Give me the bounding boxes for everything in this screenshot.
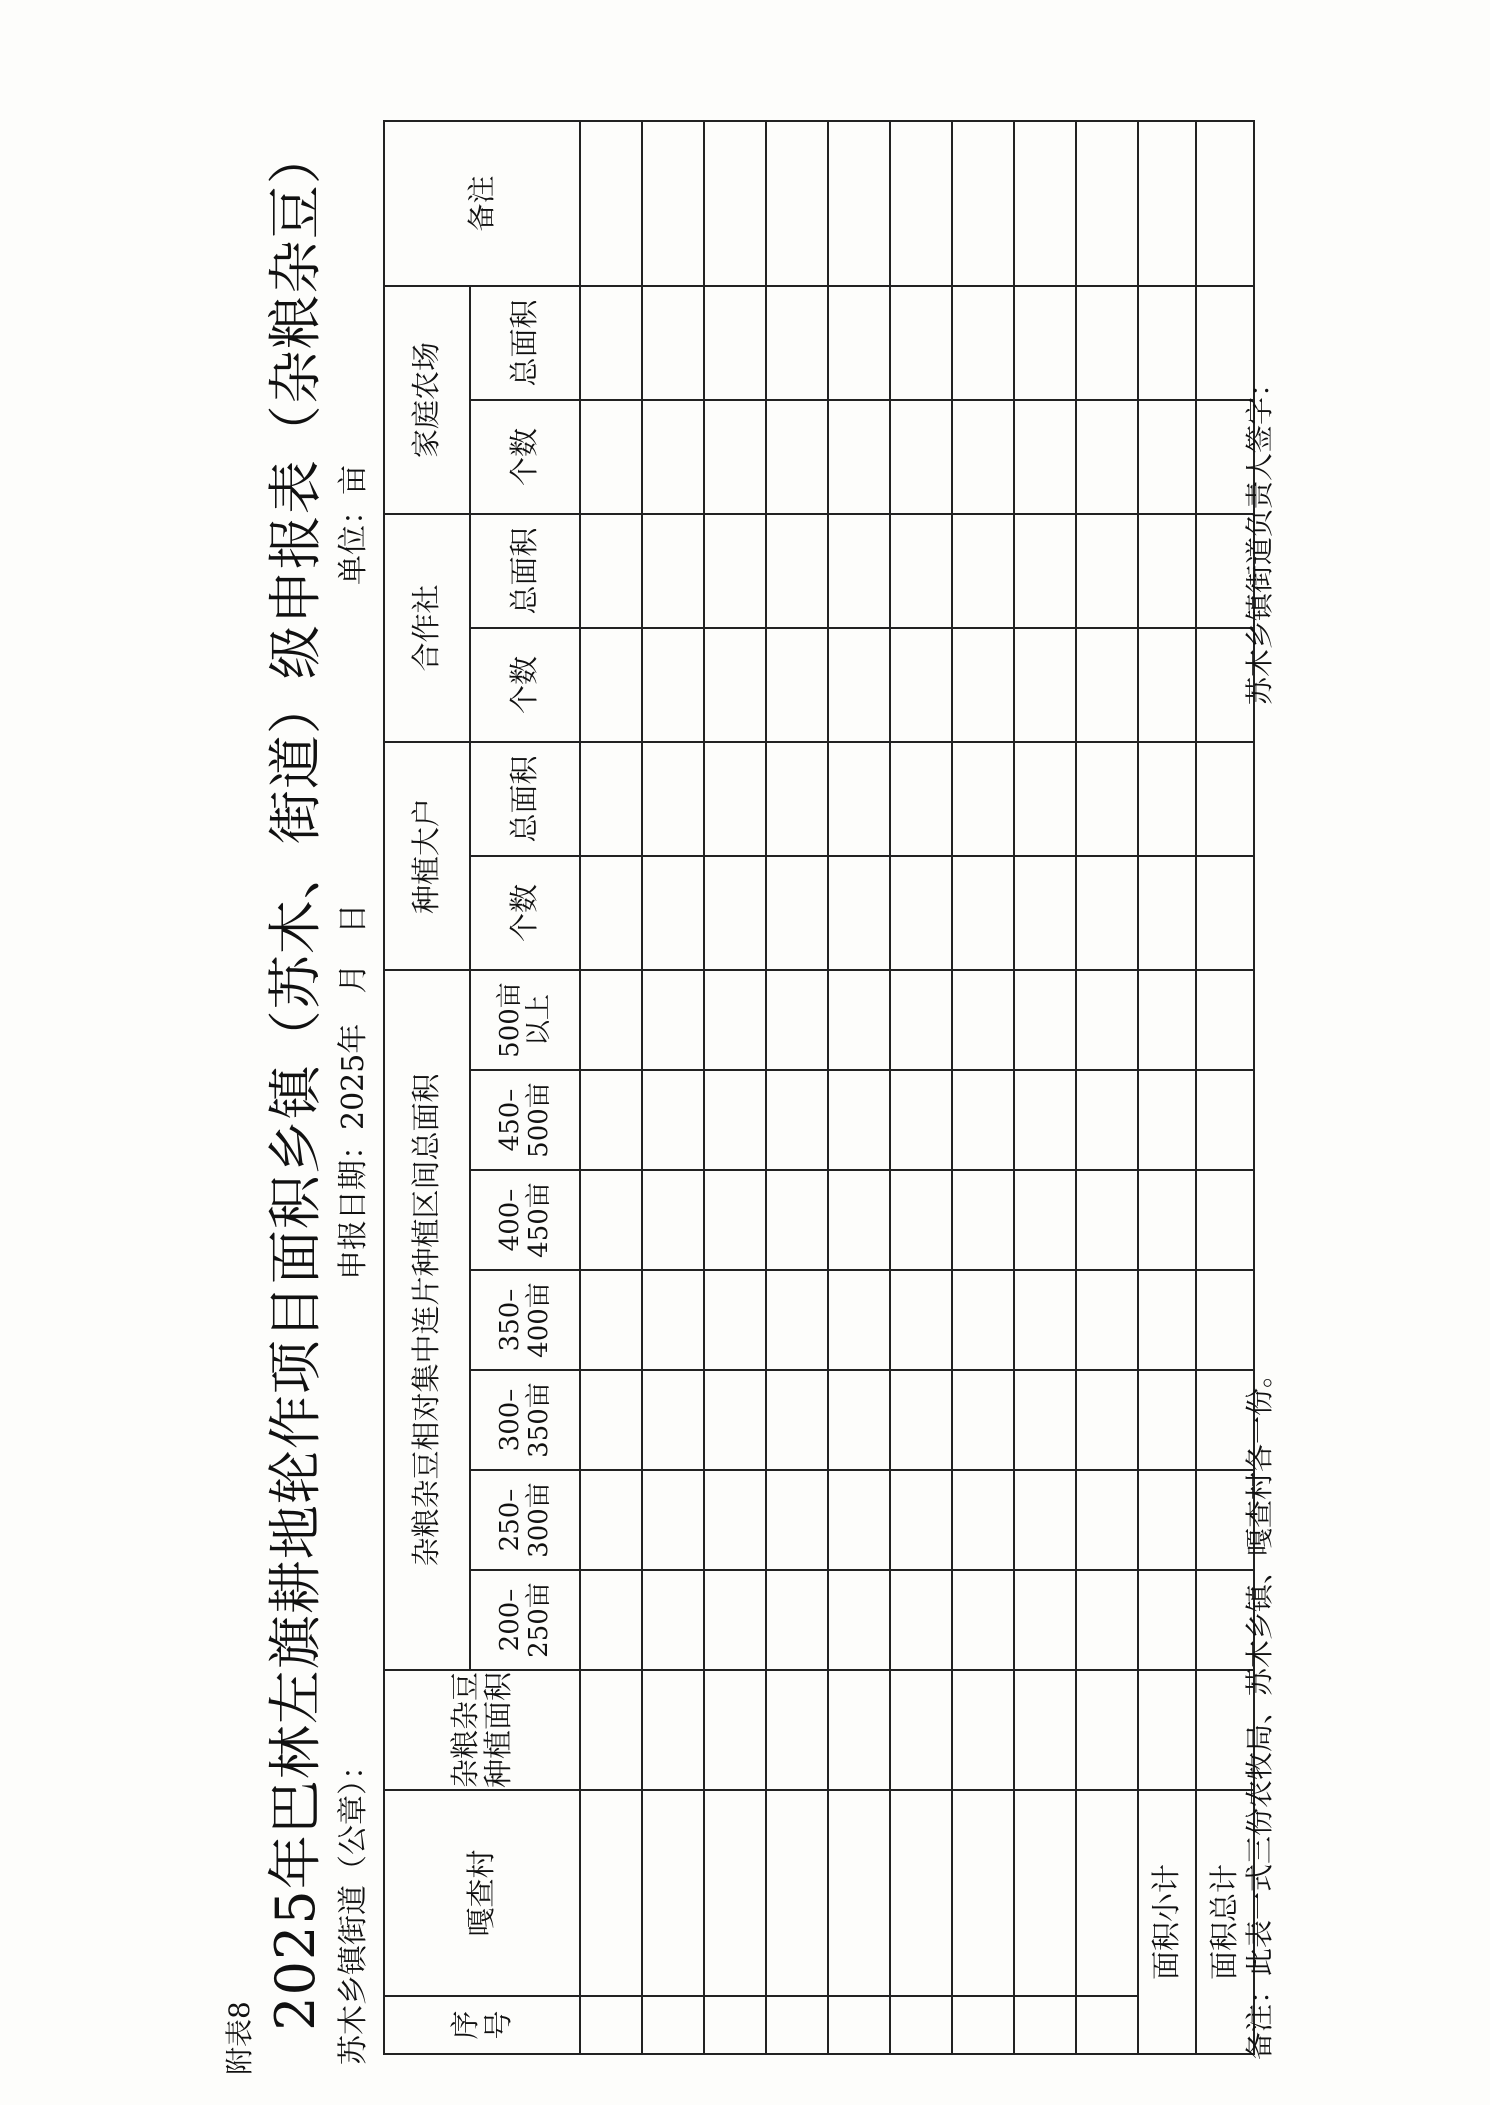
table-cell xyxy=(704,1996,766,2054)
table-cell xyxy=(642,1170,704,1270)
table-cell xyxy=(1076,514,1138,628)
table-cell xyxy=(766,514,828,628)
table-cell xyxy=(890,1790,952,1996)
table-cell xyxy=(828,514,890,628)
table-cell xyxy=(1014,970,1076,1070)
table-cell xyxy=(890,1370,952,1470)
table-cell xyxy=(580,1370,642,1470)
table-cell xyxy=(766,1470,828,1570)
table-cell xyxy=(1076,400,1138,514)
table-cell xyxy=(1014,1470,1076,1570)
table-cell xyxy=(952,286,1014,400)
table-cell xyxy=(890,286,952,400)
table-cell xyxy=(704,121,766,286)
table-cell xyxy=(952,400,1014,514)
table-cell xyxy=(642,1570,704,1670)
table-cell xyxy=(1138,286,1196,400)
table-cell xyxy=(766,1270,828,1370)
summary-label: 面积总计 xyxy=(1196,1790,1254,2054)
table-cell xyxy=(828,1070,890,1170)
table-cell xyxy=(1196,1170,1254,1270)
table-cell xyxy=(1196,970,1254,1070)
table-cell xyxy=(1196,121,1254,286)
table-cell xyxy=(952,628,1014,742)
table-cell xyxy=(1076,286,1138,400)
table-cell xyxy=(890,1270,952,1370)
table-cell xyxy=(952,1170,1014,1270)
table-cell xyxy=(580,1670,642,1790)
range-0-l2: 250亩 xyxy=(524,1582,554,1658)
range-2-l2: 350亩 xyxy=(524,1382,554,1458)
table-cell xyxy=(642,1470,704,1570)
table-cell xyxy=(890,1170,952,1270)
table-cell xyxy=(704,286,766,400)
table-cell xyxy=(952,1470,1014,1570)
table-row xyxy=(766,121,828,2054)
table-cell xyxy=(828,1670,890,1790)
range-4-l1: 400– xyxy=(495,1188,526,1252)
report-date: 申报日期：2025年 月 日 xyxy=(336,903,371,1280)
table-cell xyxy=(1014,856,1076,970)
large-growers-count-header: 个数 xyxy=(470,856,580,970)
range-header-300-350 xyxy=(470,1370,580,1470)
table-cell xyxy=(1014,1070,1076,1170)
table-cell xyxy=(580,970,642,1070)
cooperatives-count-header: 个数 xyxy=(470,628,580,742)
footer-note: 备注：此表一式三份农牧局、苏木乡镇、嘎查村各一份。 xyxy=(1243,1359,1276,2060)
table-cell xyxy=(704,400,766,514)
table-cell xyxy=(1138,1470,1196,1570)
table-cell xyxy=(828,121,890,286)
table-cell xyxy=(580,856,642,970)
header-planting-area-l2: 种植面积 xyxy=(481,1672,515,1789)
range-1-l1: 250– xyxy=(495,1488,526,1552)
table-cell xyxy=(766,1370,828,1470)
table-cell xyxy=(1138,970,1196,1070)
summary-label: 面积小计 xyxy=(1138,1790,1196,2054)
table-cell xyxy=(1014,742,1076,856)
table-cell xyxy=(580,1790,642,1996)
table-cell xyxy=(1076,1270,1138,1370)
range-6-l2: 以上 xyxy=(524,994,554,1047)
table-cell xyxy=(704,1270,766,1370)
table-cell xyxy=(580,1170,642,1270)
table-cell xyxy=(828,1270,890,1370)
report-table xyxy=(383,120,1255,2055)
table-cell xyxy=(1076,1470,1138,1570)
table-cell xyxy=(1138,1370,1196,1470)
family-farms-count-header: 个数 xyxy=(470,400,580,514)
table-cell xyxy=(642,742,704,856)
table-cell xyxy=(828,1790,890,1996)
header-large-growers: 种植大户 xyxy=(384,742,470,970)
signature-label: 苏木乡镇街道负责人签字： xyxy=(1243,368,1276,705)
table-cell xyxy=(580,400,642,514)
table-cell xyxy=(1014,514,1076,628)
table-row xyxy=(1076,121,1138,2054)
table-cell xyxy=(890,1470,952,1570)
table-cell xyxy=(642,514,704,628)
table-cell xyxy=(1138,628,1196,742)
table-cell xyxy=(1196,1070,1254,1170)
range-6-l1: 500亩 xyxy=(495,982,526,1058)
table-cell xyxy=(952,121,1014,286)
table-cell xyxy=(828,1996,890,2054)
table-cell xyxy=(766,970,828,1070)
table-row xyxy=(828,121,890,2054)
table-cell xyxy=(642,1790,704,1996)
table-row xyxy=(952,121,1014,2054)
header-family-farms: 家庭农场 xyxy=(384,286,470,514)
table-cell xyxy=(828,1170,890,1270)
range-header-400-450 xyxy=(470,1170,580,1270)
header-planting-area-l1: 杂粮杂豆 xyxy=(447,1672,482,1789)
range-header-350-400 xyxy=(470,1270,580,1370)
table-cell xyxy=(828,1570,890,1670)
table-cell xyxy=(890,628,952,742)
table-cell xyxy=(952,1270,1014,1370)
table-cell xyxy=(580,1570,642,1670)
table-cell xyxy=(1076,1996,1138,2054)
table-cell xyxy=(1014,628,1076,742)
table-row xyxy=(580,121,642,2054)
table-cell xyxy=(952,970,1014,1070)
table-cell xyxy=(1076,1790,1138,1996)
range-3-l1: 350– xyxy=(495,1288,526,1352)
table-cell xyxy=(952,1996,1014,2054)
table-cell xyxy=(828,1370,890,1470)
table-cell xyxy=(828,856,890,970)
header-contiguous-group: 杂粮杂豆相对集中连片种植区间总面积 xyxy=(384,970,470,1670)
table-cell xyxy=(828,970,890,1070)
table-cell xyxy=(766,742,828,856)
table-cell xyxy=(642,628,704,742)
range-3-l2: 400亩 xyxy=(524,1282,554,1358)
report-sheet xyxy=(178,70,1308,2080)
table-cell xyxy=(1014,1670,1076,1790)
table-cell xyxy=(890,1996,952,2054)
table-cell xyxy=(952,1370,1014,1470)
table-cell xyxy=(704,1170,766,1270)
document-title: 2025年巴林左旗耕地轮作项目面积乡镇（苏木、街道）级申报表（杂粮杂豆） xyxy=(264,129,327,2031)
table-cell xyxy=(766,1570,828,1670)
table-cell xyxy=(952,1670,1014,1790)
family-farms-area-header: 总面积 xyxy=(470,286,580,400)
header-remarks: 备注 xyxy=(384,121,580,286)
table-cell xyxy=(766,286,828,400)
table-cell xyxy=(766,628,828,742)
table-cell xyxy=(952,1570,1014,1670)
table-cell xyxy=(828,400,890,514)
table-cell xyxy=(952,1790,1014,1996)
table-cell xyxy=(952,514,1014,628)
table-cell xyxy=(704,856,766,970)
table-cell xyxy=(1076,1070,1138,1170)
table-cell xyxy=(952,742,1014,856)
table-cell xyxy=(1014,1270,1076,1370)
table-cell xyxy=(1138,1670,1196,1790)
table-cell xyxy=(1138,514,1196,628)
table-cell xyxy=(766,1790,828,1996)
table-cell xyxy=(1014,400,1076,514)
table-cell xyxy=(580,1070,642,1170)
table-cell xyxy=(642,400,704,514)
table-cell xyxy=(1196,856,1254,970)
table-cell xyxy=(828,286,890,400)
appendix-label: 附表8 xyxy=(223,2001,256,2075)
range-header-500-plus xyxy=(470,970,580,1070)
table-cell xyxy=(704,742,766,856)
table-cell xyxy=(642,121,704,286)
range-header-450-500 xyxy=(470,1070,580,1170)
table-cell xyxy=(766,1170,828,1270)
large-growers-area-header: 总面积 xyxy=(470,742,580,856)
table-cell xyxy=(642,1370,704,1470)
table-cell xyxy=(1076,1570,1138,1670)
table-cell xyxy=(952,856,1014,970)
table-cell xyxy=(890,514,952,628)
table-cell xyxy=(704,970,766,1070)
table-cell xyxy=(1076,1170,1138,1270)
township-seal-label: 苏木乡镇街道（公章）： xyxy=(336,1750,371,2065)
table-cell xyxy=(1138,742,1196,856)
table-cell xyxy=(580,628,642,742)
table-cell xyxy=(828,742,890,856)
range-header-200-250 xyxy=(470,1570,580,1670)
table-cell xyxy=(766,1070,828,1170)
table-cell xyxy=(1196,742,1254,856)
table-cell xyxy=(642,970,704,1070)
table-cell xyxy=(1076,628,1138,742)
table-cell xyxy=(704,1470,766,1570)
table-cell xyxy=(1014,1996,1076,2054)
table-row xyxy=(890,121,952,2054)
table-cell xyxy=(890,1070,952,1170)
table-cell xyxy=(890,856,952,970)
range-5-l1: 450– xyxy=(495,1088,526,1152)
table-cell xyxy=(1138,121,1196,286)
table-cell xyxy=(704,1570,766,1670)
table-row xyxy=(642,121,704,2054)
table-cell xyxy=(890,121,952,286)
table-cell xyxy=(704,1370,766,1470)
table-cell xyxy=(890,742,952,856)
table-cell xyxy=(1138,1170,1196,1270)
range-1-l2: 300亩 xyxy=(524,1482,554,1558)
table-cell xyxy=(890,1570,952,1670)
table-row xyxy=(1014,121,1076,2054)
table-cell xyxy=(642,856,704,970)
range-5-l2: 500亩 xyxy=(524,1082,554,1158)
unit-label: 单位：亩 xyxy=(336,465,371,585)
table-cell xyxy=(890,400,952,514)
table-cell xyxy=(580,1996,642,2054)
table-cell xyxy=(1138,1570,1196,1670)
table-cell xyxy=(1138,856,1196,970)
table-cell xyxy=(766,400,828,514)
table-cell xyxy=(580,1470,642,1570)
table-cell xyxy=(1014,286,1076,400)
table-cell xyxy=(890,970,952,1070)
table-cell xyxy=(828,1470,890,1570)
table-cell xyxy=(642,286,704,400)
table-cell xyxy=(766,1996,828,2054)
table-cell xyxy=(1014,1790,1076,1996)
table-cell xyxy=(704,628,766,742)
range-0-l1: 200– xyxy=(495,1588,526,1652)
table-cell xyxy=(890,1670,952,1790)
table-cell xyxy=(642,1270,704,1370)
table-cell xyxy=(1014,1570,1076,1670)
table-cell xyxy=(580,121,642,286)
table-cell xyxy=(1076,1370,1138,1470)
table-cell xyxy=(828,628,890,742)
table-cell xyxy=(704,514,766,628)
header-planting-area xyxy=(384,1670,580,1790)
table-cell xyxy=(1076,121,1138,286)
table-cell xyxy=(1076,856,1138,970)
table-cell xyxy=(766,1670,828,1790)
table-cell xyxy=(1196,1270,1254,1370)
table-cell xyxy=(1014,1370,1076,1470)
table-cell xyxy=(642,1996,704,2054)
table-cell xyxy=(1138,400,1196,514)
table-cell xyxy=(580,514,642,628)
table-cell xyxy=(1076,1670,1138,1790)
header-seq: 序号 xyxy=(384,1996,580,2054)
range-2-l1: 300– xyxy=(495,1388,526,1452)
header-cooperatives: 合作社 xyxy=(384,514,470,742)
table-cell xyxy=(1014,121,1076,286)
header-village: 嘎查村 xyxy=(384,1790,580,1996)
table-cell xyxy=(642,1670,704,1790)
table-cell xyxy=(1138,1270,1196,1370)
table-cell xyxy=(704,1790,766,1996)
table-cell xyxy=(704,1070,766,1170)
table-cell xyxy=(1014,1170,1076,1270)
range-header-250-300 xyxy=(470,1470,580,1570)
table-cell xyxy=(1138,1070,1196,1170)
table-cell xyxy=(642,1070,704,1170)
table-cell xyxy=(580,742,642,856)
table-cell xyxy=(1076,742,1138,856)
table-cell xyxy=(1076,970,1138,1070)
table-cell xyxy=(580,286,642,400)
table-cell xyxy=(704,1670,766,1790)
table-cell xyxy=(766,121,828,286)
range-4-l2: 450亩 xyxy=(524,1182,554,1258)
table-cell xyxy=(952,1070,1014,1170)
table-row xyxy=(704,121,766,2054)
summary-row xyxy=(1138,121,1196,2054)
cooperatives-area-header: 总面积 xyxy=(470,514,580,628)
table-cell xyxy=(580,1270,642,1370)
table-cell xyxy=(766,856,828,970)
